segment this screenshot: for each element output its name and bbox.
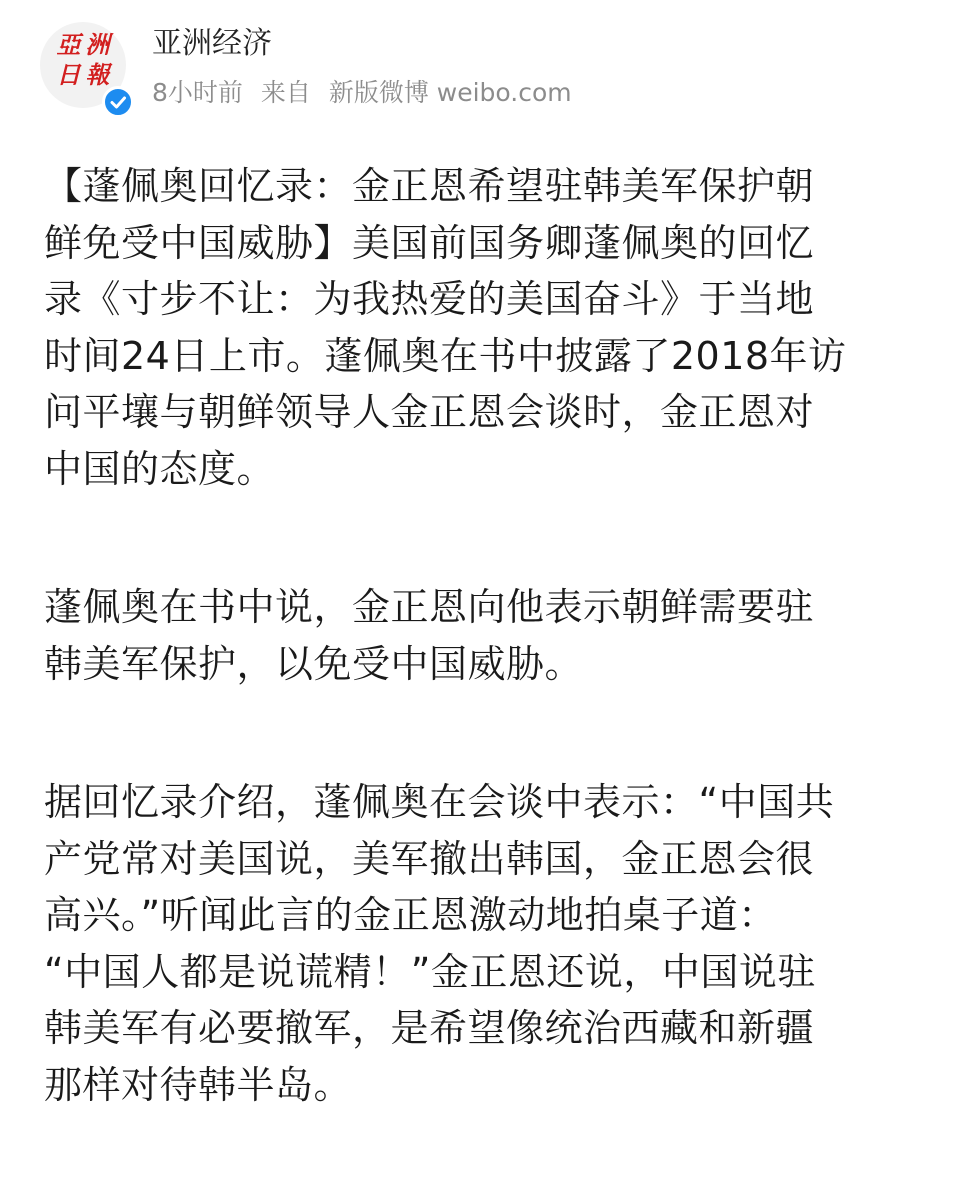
logo-char: 亞 xyxy=(56,30,81,59)
logo-char: 洲 xyxy=(85,30,110,59)
post-meta xyxy=(152,76,582,110)
post-header xyxy=(40,18,940,118)
post-paragraph: 蓬佩奥在书中说，金正恩向他表示朝鲜需要驻 韩美军保护，以免受中国威胁。 xyxy=(44,585,815,686)
logo-char: 日 xyxy=(56,60,81,89)
source-link[interactable]: 新版微博 weibo.com xyxy=(328,78,572,107)
logo-char: 報 xyxy=(85,60,110,89)
account-name[interactable]: 亚洲经济 xyxy=(152,26,272,61)
source-prefix: 来自 xyxy=(260,78,311,107)
post-paragraph: 据回忆录介绍，蓬佩奥在会谈中表示：“中国共 产党常对美国说，美军撤出韩国，金正恩会很 高兴。”听闻此言的金正恩激动地拍桌子道： “中国人都是说谎精！”金正恩还说，中国说驻 韩美军有必要撤军，是希望像统治西藏和新疆 那样对待韩半岛。 xyxy=(44,780,835,1107)
post-paragraph: 【蓬佩奥回忆录：金正恩希望驻韩美军保护朝 鲜免受中国威胁】美国前国务卿蓬佩奥的回忆 录《寸步不让：为我热爱的美国奋斗》于当地 时间24日上市。蓬佩奥在书中披露了2018年访 问平壤与朝鲜领导人金正恩会谈时，金正恩对 中国的态度。 xyxy=(44,164,847,491)
avatar[interactable] xyxy=(40,22,126,108)
asia-daily-logo xyxy=(54,30,112,90)
post-time: 8小时前 xyxy=(152,78,243,107)
post-body xyxy=(44,158,922,1113)
verified-check-icon xyxy=(102,86,134,118)
